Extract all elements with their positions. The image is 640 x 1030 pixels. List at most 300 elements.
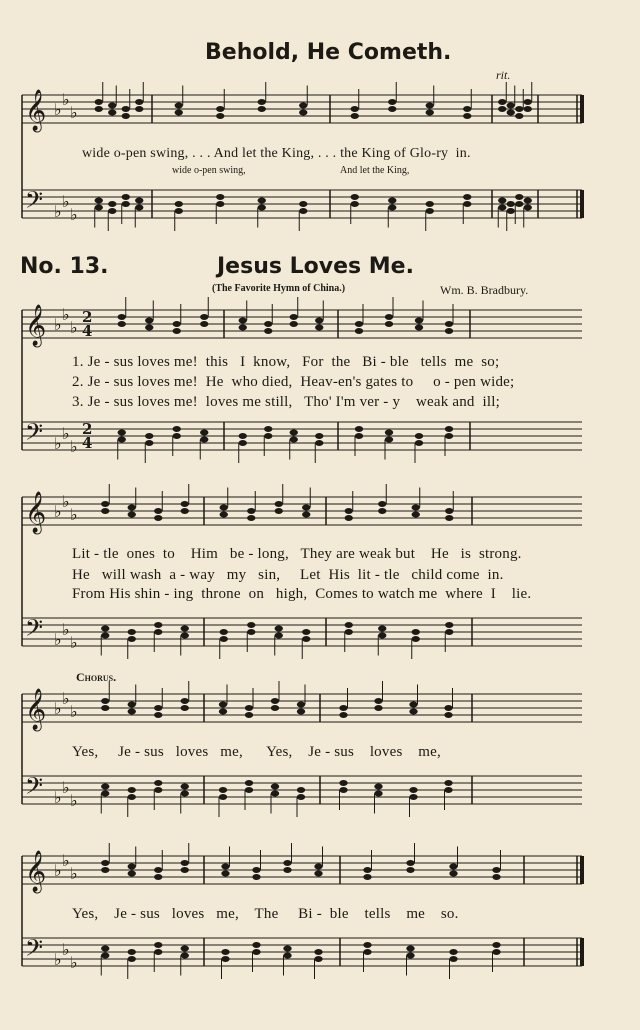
composer: Wm. B. Bradbury. bbox=[440, 283, 529, 297]
note-head bbox=[173, 433, 181, 439]
note-head bbox=[314, 864, 322, 870]
note-head bbox=[426, 110, 434, 116]
note-head bbox=[351, 194, 359, 200]
note-head bbox=[221, 956, 229, 962]
note-head bbox=[128, 871, 136, 877]
note-head bbox=[128, 787, 136, 793]
flat-sign: ♭ bbox=[54, 202, 62, 221]
note-head bbox=[252, 867, 260, 873]
note-head bbox=[258, 198, 266, 204]
note-head bbox=[406, 867, 414, 873]
note-head bbox=[412, 629, 420, 635]
note-head bbox=[449, 949, 457, 955]
flat-sign: ♭ bbox=[62, 620, 70, 639]
note-head bbox=[363, 867, 371, 873]
bass-cue-1: wide o-pen swing, bbox=[172, 165, 246, 176]
note-head bbox=[385, 321, 393, 327]
note-head bbox=[128, 794, 136, 800]
note-head bbox=[219, 794, 227, 800]
note-head bbox=[355, 321, 363, 327]
note-head bbox=[128, 636, 136, 642]
note-head bbox=[245, 705, 253, 711]
note-head bbox=[345, 622, 353, 628]
note-head bbox=[409, 787, 417, 793]
verse-3-line-2: From His shin - ing throne on high, Comes to watch me where I lie. bbox=[72, 586, 532, 602]
note-head bbox=[135, 205, 143, 211]
bass-clef: 𝄢 bbox=[25, 186, 44, 219]
note-head bbox=[221, 864, 229, 870]
bass-cue-2: And let the King, bbox=[340, 165, 410, 176]
note-head bbox=[247, 508, 255, 514]
note-head bbox=[388, 106, 396, 112]
note-head bbox=[101, 626, 109, 632]
note-head bbox=[463, 201, 471, 207]
verse-1-line-1: 1. Je - sus loves me! this I know, For the Bi - ble tells me so; bbox=[72, 354, 500, 370]
flat-sign: ♭ bbox=[62, 424, 70, 443]
note-head bbox=[118, 430, 126, 436]
note-head bbox=[283, 867, 291, 873]
note-head bbox=[415, 325, 423, 331]
note-head bbox=[216, 201, 224, 207]
note-head bbox=[515, 106, 523, 112]
flat-sign: ♭ bbox=[62, 778, 70, 797]
note-head bbox=[378, 501, 386, 507]
note-head bbox=[302, 629, 310, 635]
note-head bbox=[173, 328, 181, 334]
flat-sign: ♭ bbox=[62, 689, 70, 708]
note-head bbox=[154, 712, 162, 718]
note-head bbox=[219, 787, 227, 793]
note-head bbox=[290, 430, 298, 436]
note-head bbox=[173, 426, 181, 432]
flat-sign: ♭ bbox=[70, 702, 78, 721]
note-head bbox=[101, 633, 109, 639]
note-head bbox=[299, 110, 307, 116]
flat-sign: ♭ bbox=[54, 630, 62, 649]
note-head bbox=[216, 194, 224, 200]
note-head bbox=[507, 201, 515, 207]
note-head bbox=[388, 205, 396, 211]
note-head bbox=[314, 956, 322, 962]
note-head bbox=[412, 636, 420, 642]
note-head bbox=[406, 860, 414, 866]
note-head bbox=[118, 437, 126, 443]
note-head bbox=[154, 508, 162, 514]
note-head bbox=[101, 953, 109, 959]
note-head bbox=[345, 515, 353, 521]
note-head bbox=[385, 314, 393, 320]
note-head bbox=[101, 860, 109, 866]
note-head bbox=[297, 787, 305, 793]
note-head bbox=[507, 103, 515, 109]
note-head bbox=[314, 949, 322, 955]
note-head bbox=[283, 946, 291, 952]
note-head bbox=[145, 325, 153, 331]
note-head bbox=[271, 791, 279, 797]
note-head bbox=[524, 99, 532, 105]
note-head bbox=[200, 321, 208, 327]
flat-sign: ♭ bbox=[54, 699, 62, 718]
note-head bbox=[95, 106, 103, 112]
chorus-label: Chorus. bbox=[76, 670, 117, 684]
note-head bbox=[154, 622, 162, 628]
note-head bbox=[219, 702, 227, 708]
treble-clef: 𝄞 bbox=[25, 492, 47, 533]
note-head bbox=[444, 780, 452, 786]
note-head bbox=[175, 201, 183, 207]
note-head bbox=[245, 780, 253, 786]
note-head bbox=[315, 440, 323, 446]
note-head bbox=[445, 433, 453, 439]
note-head bbox=[297, 702, 305, 708]
note-head bbox=[200, 437, 208, 443]
note-head bbox=[498, 106, 506, 112]
flat-sign: ♭ bbox=[70, 864, 78, 883]
note-head bbox=[492, 867, 500, 873]
note-head bbox=[283, 860, 291, 866]
note-head bbox=[498, 198, 506, 204]
note-head bbox=[415, 318, 423, 324]
hymn-title: Jesus Loves Me. bbox=[217, 254, 414, 279]
note-head bbox=[515, 113, 523, 119]
note-head bbox=[154, 515, 162, 521]
note-head bbox=[374, 705, 382, 711]
note-head bbox=[95, 99, 103, 105]
note-head bbox=[374, 698, 382, 704]
note-head bbox=[351, 201, 359, 207]
time-signature: 2 bbox=[82, 420, 93, 438]
flat-sign: ♭ bbox=[70, 437, 78, 456]
note-head bbox=[252, 874, 260, 880]
note-head bbox=[445, 426, 453, 432]
note-head bbox=[181, 946, 189, 952]
note-head bbox=[283, 953, 291, 959]
verse-1-line-2: Lit - tle ones to Him be - long, They are weak but He is strong. bbox=[72, 546, 522, 562]
note-head bbox=[128, 709, 136, 715]
note-head bbox=[181, 791, 189, 797]
previous-hymn-lyric: wide o-pen swing, . . . And let the King, . . . the King of Glo-ry in. bbox=[82, 146, 471, 161]
note-head bbox=[128, 864, 136, 870]
note-head bbox=[220, 505, 228, 511]
note-head bbox=[271, 698, 279, 704]
note-head bbox=[445, 328, 453, 334]
bass-clef: 𝄢 bbox=[25, 418, 44, 451]
note-head bbox=[221, 949, 229, 955]
note-head bbox=[135, 99, 143, 105]
note-head bbox=[290, 314, 298, 320]
note-head bbox=[101, 501, 109, 507]
note-head bbox=[101, 867, 109, 873]
note-head bbox=[339, 780, 347, 786]
note-head bbox=[345, 508, 353, 514]
note-head bbox=[101, 784, 109, 790]
note-head bbox=[175, 110, 183, 116]
note-head bbox=[108, 208, 116, 214]
note-head bbox=[315, 325, 323, 331]
note-head bbox=[154, 629, 162, 635]
note-head bbox=[216, 106, 224, 112]
note-head bbox=[409, 709, 417, 715]
bass-clef: 𝄢 bbox=[25, 614, 44, 647]
note-head bbox=[339, 787, 347, 793]
note-head bbox=[388, 99, 396, 105]
note-head bbox=[463, 194, 471, 200]
note-head bbox=[275, 501, 283, 507]
note-head bbox=[498, 205, 506, 211]
note-head bbox=[154, 874, 162, 880]
note-head bbox=[449, 864, 457, 870]
time-signature: 4 bbox=[82, 322, 93, 340]
note-head bbox=[426, 208, 434, 214]
flat-sign: ♭ bbox=[70, 103, 78, 122]
note-head bbox=[181, 860, 189, 866]
note-head bbox=[339, 712, 347, 718]
note-head bbox=[345, 629, 353, 635]
note-head bbox=[275, 633, 283, 639]
note-head bbox=[302, 512, 310, 518]
note-head bbox=[95, 198, 103, 204]
note-head bbox=[406, 953, 414, 959]
note-head bbox=[258, 205, 266, 211]
previous-hymn-title: Behold, He Cometh. bbox=[205, 40, 452, 65]
note-head bbox=[374, 784, 382, 790]
note-head bbox=[264, 433, 272, 439]
time-signature: 4 bbox=[82, 434, 93, 452]
bass-clef: 𝄢 bbox=[25, 934, 44, 967]
note-head bbox=[118, 314, 126, 320]
flat-sign: ♭ bbox=[62, 192, 70, 211]
treble-clef: 𝄞 bbox=[25, 851, 47, 892]
note-head bbox=[154, 787, 162, 793]
flat-sign: ♭ bbox=[62, 492, 70, 511]
chorus-line-1: Yes, Je - sus loves me, Yes, Je - sus loves me, bbox=[72, 744, 441, 760]
note-head bbox=[154, 867, 162, 873]
note-head bbox=[492, 874, 500, 880]
note-head bbox=[247, 515, 255, 521]
note-head bbox=[445, 629, 453, 635]
note-head bbox=[154, 942, 162, 948]
flat-sign: ♭ bbox=[70, 505, 78, 524]
note-head bbox=[412, 505, 420, 511]
flat-sign: ♭ bbox=[54, 315, 62, 334]
note-head bbox=[101, 791, 109, 797]
verse-2-line-2: He will wash a - way my sin, Let His lit - tle child come in. bbox=[72, 567, 504, 583]
note-head bbox=[181, 626, 189, 632]
note-head bbox=[181, 867, 189, 873]
note-head bbox=[181, 953, 189, 959]
note-head bbox=[515, 201, 523, 207]
note-head bbox=[363, 874, 371, 880]
note-head bbox=[355, 328, 363, 334]
note-head bbox=[302, 636, 310, 642]
note-head bbox=[221, 871, 229, 877]
note-head bbox=[175, 208, 183, 214]
note-head bbox=[314, 871, 322, 877]
note-head bbox=[108, 110, 116, 116]
note-head bbox=[355, 433, 363, 439]
note-head bbox=[122, 201, 130, 207]
note-head bbox=[108, 201, 116, 207]
note-head bbox=[101, 508, 109, 514]
tempo-mark: rit. bbox=[496, 68, 511, 82]
note-head bbox=[290, 437, 298, 443]
note-head bbox=[216, 113, 224, 119]
note-head bbox=[181, 501, 189, 507]
note-head bbox=[492, 949, 500, 955]
note-head bbox=[444, 787, 452, 793]
note-head bbox=[524, 198, 532, 204]
note-head bbox=[299, 201, 307, 207]
bass-clef: 𝄢 bbox=[25, 772, 44, 805]
flat-sign: ♭ bbox=[54, 502, 62, 521]
flat-sign: ♭ bbox=[62, 940, 70, 959]
note-head bbox=[175, 103, 183, 109]
note-head bbox=[252, 942, 260, 948]
note-head bbox=[258, 106, 266, 112]
note-head bbox=[302, 505, 310, 511]
note-head bbox=[271, 784, 279, 790]
note-head bbox=[290, 321, 298, 327]
note-head bbox=[220, 629, 228, 635]
note-head bbox=[128, 512, 136, 518]
note-head bbox=[445, 508, 453, 514]
note-head bbox=[297, 794, 305, 800]
note-head bbox=[507, 208, 515, 214]
note-head bbox=[275, 508, 283, 514]
note-head bbox=[492, 942, 500, 948]
note-head bbox=[101, 705, 109, 711]
note-head bbox=[351, 106, 359, 112]
note-head bbox=[247, 622, 255, 628]
note-head bbox=[378, 633, 386, 639]
note-head bbox=[409, 702, 417, 708]
note-head bbox=[122, 106, 130, 112]
note-head bbox=[385, 437, 393, 443]
note-head bbox=[118, 321, 126, 327]
note-head bbox=[445, 321, 453, 327]
note-head bbox=[388, 198, 396, 204]
flat-sign: ♭ bbox=[70, 953, 78, 972]
note-head bbox=[101, 698, 109, 704]
note-head bbox=[128, 629, 136, 635]
note-head bbox=[219, 709, 227, 715]
note-head bbox=[363, 942, 371, 948]
note-head bbox=[220, 512, 228, 518]
chorus-line-2: Yes, Je - sus loves me, The Bi - ble tells me so. bbox=[72, 906, 459, 922]
note-head bbox=[378, 508, 386, 514]
note-head bbox=[444, 712, 452, 718]
note-head bbox=[406, 946, 414, 952]
note-head bbox=[449, 956, 457, 962]
flat-sign: ♭ bbox=[70, 791, 78, 810]
note-head bbox=[415, 433, 423, 439]
note-head bbox=[264, 328, 272, 334]
note-head bbox=[154, 780, 162, 786]
note-head bbox=[200, 430, 208, 436]
note-head bbox=[145, 318, 153, 324]
flat-sign: ♭ bbox=[54, 950, 62, 969]
note-head bbox=[524, 205, 532, 211]
note-head bbox=[181, 705, 189, 711]
note-head bbox=[463, 106, 471, 112]
note-head bbox=[239, 325, 247, 331]
note-head bbox=[245, 712, 253, 718]
note-head bbox=[378, 626, 386, 632]
note-head bbox=[299, 103, 307, 109]
note-head bbox=[515, 194, 523, 200]
hymn-number: No. 13. bbox=[20, 254, 109, 279]
note-head bbox=[128, 956, 136, 962]
note-head bbox=[173, 321, 181, 327]
note-head bbox=[101, 946, 109, 952]
hymn-subtitle: (The Favorite Hymn of China.) bbox=[212, 283, 346, 294]
note-head bbox=[339, 705, 347, 711]
note-head bbox=[449, 871, 457, 877]
note-head bbox=[108, 103, 116, 109]
treble-clef: 𝄞 bbox=[25, 689, 47, 730]
note-head bbox=[181, 698, 189, 704]
note-head bbox=[128, 702, 136, 708]
note-head bbox=[239, 440, 247, 446]
flat-sign: ♭ bbox=[54, 861, 62, 880]
note-head bbox=[128, 949, 136, 955]
note-head bbox=[181, 784, 189, 790]
treble-clef: 𝄞 bbox=[25, 90, 47, 131]
note-head bbox=[412, 512, 420, 518]
note-head bbox=[524, 106, 532, 112]
note-head bbox=[409, 794, 417, 800]
note-head bbox=[95, 205, 103, 211]
note-head bbox=[154, 705, 162, 711]
note-head bbox=[299, 208, 307, 214]
note-head bbox=[415, 440, 423, 446]
note-head bbox=[247, 629, 255, 635]
flat-sign: ♭ bbox=[54, 100, 62, 119]
note-head bbox=[135, 106, 143, 112]
note-head bbox=[220, 636, 228, 642]
note-head bbox=[445, 622, 453, 628]
note-head bbox=[145, 440, 153, 446]
note-head bbox=[181, 633, 189, 639]
flat-sign: ♭ bbox=[62, 851, 70, 870]
note-head bbox=[245, 787, 253, 793]
note-head bbox=[315, 318, 323, 324]
note-head bbox=[374, 791, 382, 797]
note-head bbox=[315, 433, 323, 439]
note-head bbox=[297, 709, 305, 715]
flat-sign: ♭ bbox=[70, 205, 78, 224]
note-head bbox=[507, 110, 515, 116]
note-head bbox=[200, 314, 208, 320]
note-head bbox=[239, 433, 247, 439]
note-head bbox=[445, 515, 453, 521]
note-head bbox=[385, 430, 393, 436]
flat-sign: ♭ bbox=[62, 90, 70, 109]
note-head bbox=[239, 318, 247, 324]
note-head bbox=[264, 321, 272, 327]
flat-sign: ♭ bbox=[54, 434, 62, 453]
note-head bbox=[264, 426, 272, 432]
verse-3-line-1: 3. Je - sus loves me! loves me still, Tho' I'm ver - y weak and ill; bbox=[72, 394, 500, 410]
note-head bbox=[122, 113, 130, 119]
note-head bbox=[363, 949, 371, 955]
note-head bbox=[154, 949, 162, 955]
time-signature: 2 bbox=[82, 308, 93, 326]
treble-clef: 𝄞 bbox=[25, 305, 47, 346]
note-head bbox=[135, 198, 143, 204]
flat-sign: ♭ bbox=[70, 318, 78, 337]
flat-sign: ♭ bbox=[62, 305, 70, 324]
